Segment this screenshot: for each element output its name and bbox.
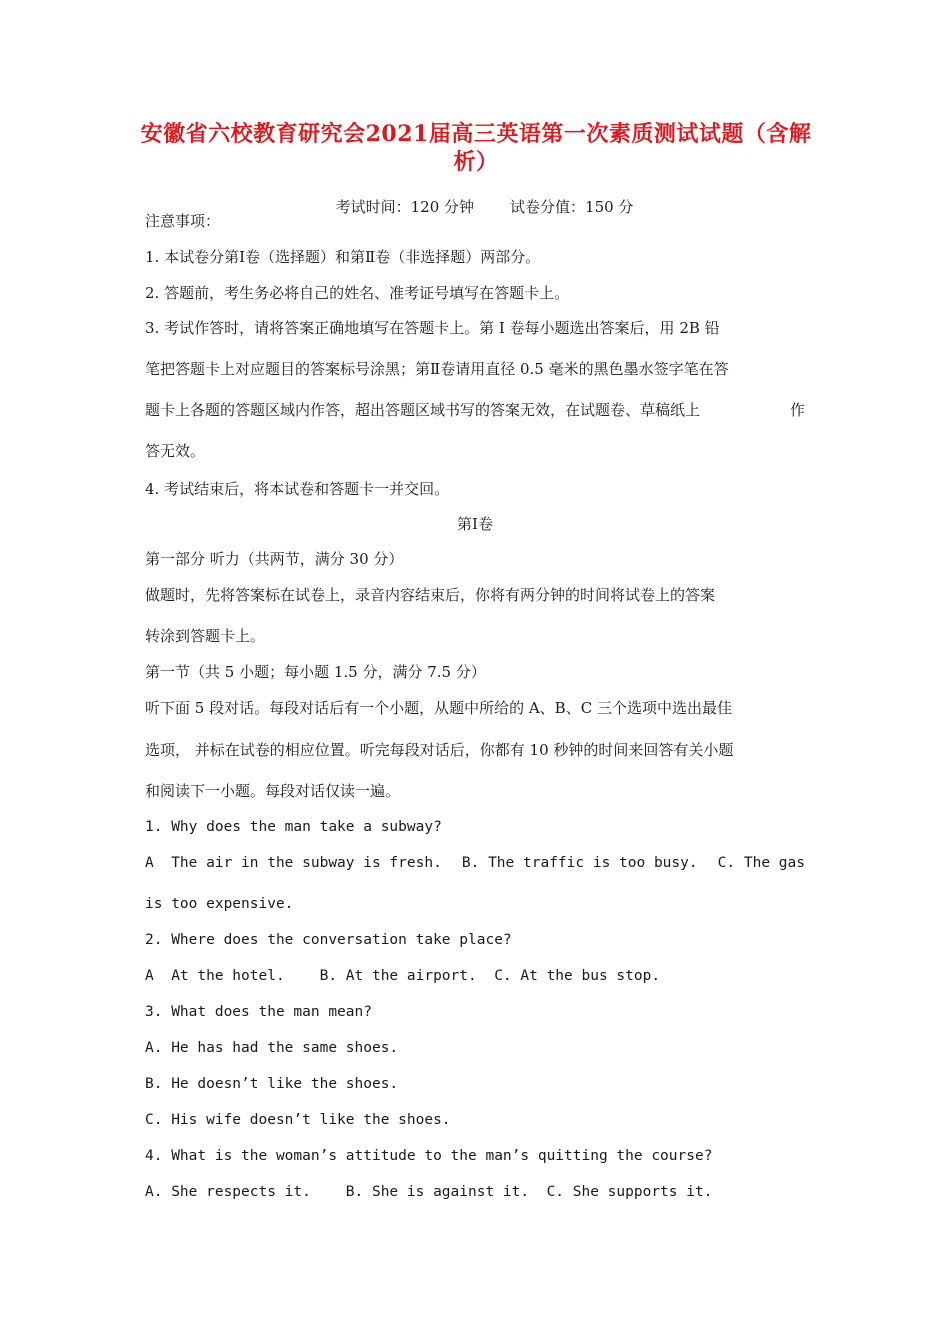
question-4-options: A. She respects it. B. She is against it. C. She supports it. <box>145 1184 713 1200</box>
listening-instruction-line-2: 转涂到答题卡上。 <box>145 627 266 645</box>
notice-item-3-line-3-text: 题卡上各题的答题区域内作答，超出答题区域书写的答案无效，在试题卷、草稿纸上 <box>145 401 701 419</box>
question-3-option-a: A. He has had the same shoes. <box>145 1040 399 1056</box>
question-3: 3. What does the man mean? <box>145 1004 372 1020</box>
notice-item-2: 2. 答题前，考生务必将自己的姓名、准考证号填写在答题卡上。 <box>145 284 570 302</box>
question-2: 2. Where does the conversation take place? <box>145 932 512 948</box>
exam-score: 试卷分值：150 分 <box>510 198 634 216</box>
exam-time: 考试时间：120 分钟 <box>335 198 475 216</box>
listening-instruction-line-1: 做题时，先将答案标在试卷上，录音内容结束后，你将有两分钟的时间将试卷上的答案 <box>145 586 716 604</box>
question-1-option-c: C. The gas <box>717 855 805 871</box>
part1-heading: 第一部分 听力（共两节，满分 30 分） <box>145 550 404 568</box>
question-3-option-c: C. His wife doesn’t like the shoes. <box>145 1112 451 1128</box>
section1-instruction-line-1: 听下面 5 段对话。每段对话后有一个小题，从题中所给的 A、B、C 三个选项中选出最佳 <box>145 699 732 717</box>
section1-instruction-line-2: 选项， 并标在试卷的相应位置。听完每段对话后，你都有 10 秒钟的时间来回答有关小题 <box>145 741 734 759</box>
question-1: 1. Why does the man take a subway? <box>145 819 442 835</box>
question-4: 4. What is the woman’s attitude to the man’s quitting the course? <box>145 1148 713 1164</box>
notice-item-4: 4. 考试结束后，将本试卷和答题卡一并交回。 <box>145 480 450 498</box>
question-1-option-a: A The air in the subway is fresh. <box>145 855 442 871</box>
volume-heading: 第Ⅰ卷 <box>457 515 493 533</box>
question-2-options: A At the hotel. B. At the airport. C. At the bus stop. <box>145 968 661 984</box>
question-1-options <box>145 853 805 873</box>
notice-item-3-line-3 <box>145 400 805 420</box>
notice-item-3-line-3-end: 作 <box>789 401 805 419</box>
section1-instruction-line-3: 和阅读下一小题。每段对话仅读一遍。 <box>145 782 401 800</box>
exam-info <box>0 177 950 237</box>
section1-heading: 第一节（共 5 小题；每小题 1.5 分，满分 7.5 分） <box>145 663 486 681</box>
notice-item-3-line-2: 笔把答题卡上对应题目的答案标号涂黑；第Ⅱ卷请用直径 0.5 毫米的黑色墨水签字笔在答 <box>145 360 729 378</box>
question-1-option-c-continued: is too expensive. <box>145 896 294 912</box>
notice-item-1: 1. 本试卷分第Ⅰ卷（选择题）和第Ⅱ卷（非选择题）两部分。 <box>145 248 541 266</box>
notice-item-3-line-1: 3. 考试作答时，请将答案正确地填写在答题卡上。第 Ⅰ 卷每小题选出答案后，用 2B 铅 <box>145 319 720 337</box>
notice-item-3-line-4: 答无效。 <box>145 442 206 460</box>
question-3-option-b: B. He doesn’t like the shoes. <box>145 1076 399 1092</box>
document-title: 安徽省六校教育研究会2021届高三英语第一次素质测试试题（含解析） <box>140 121 812 175</box>
notice-heading: 注意事项： <box>145 212 221 230</box>
question-1-option-b: B. The traffic is too busy. <box>461 855 698 871</box>
